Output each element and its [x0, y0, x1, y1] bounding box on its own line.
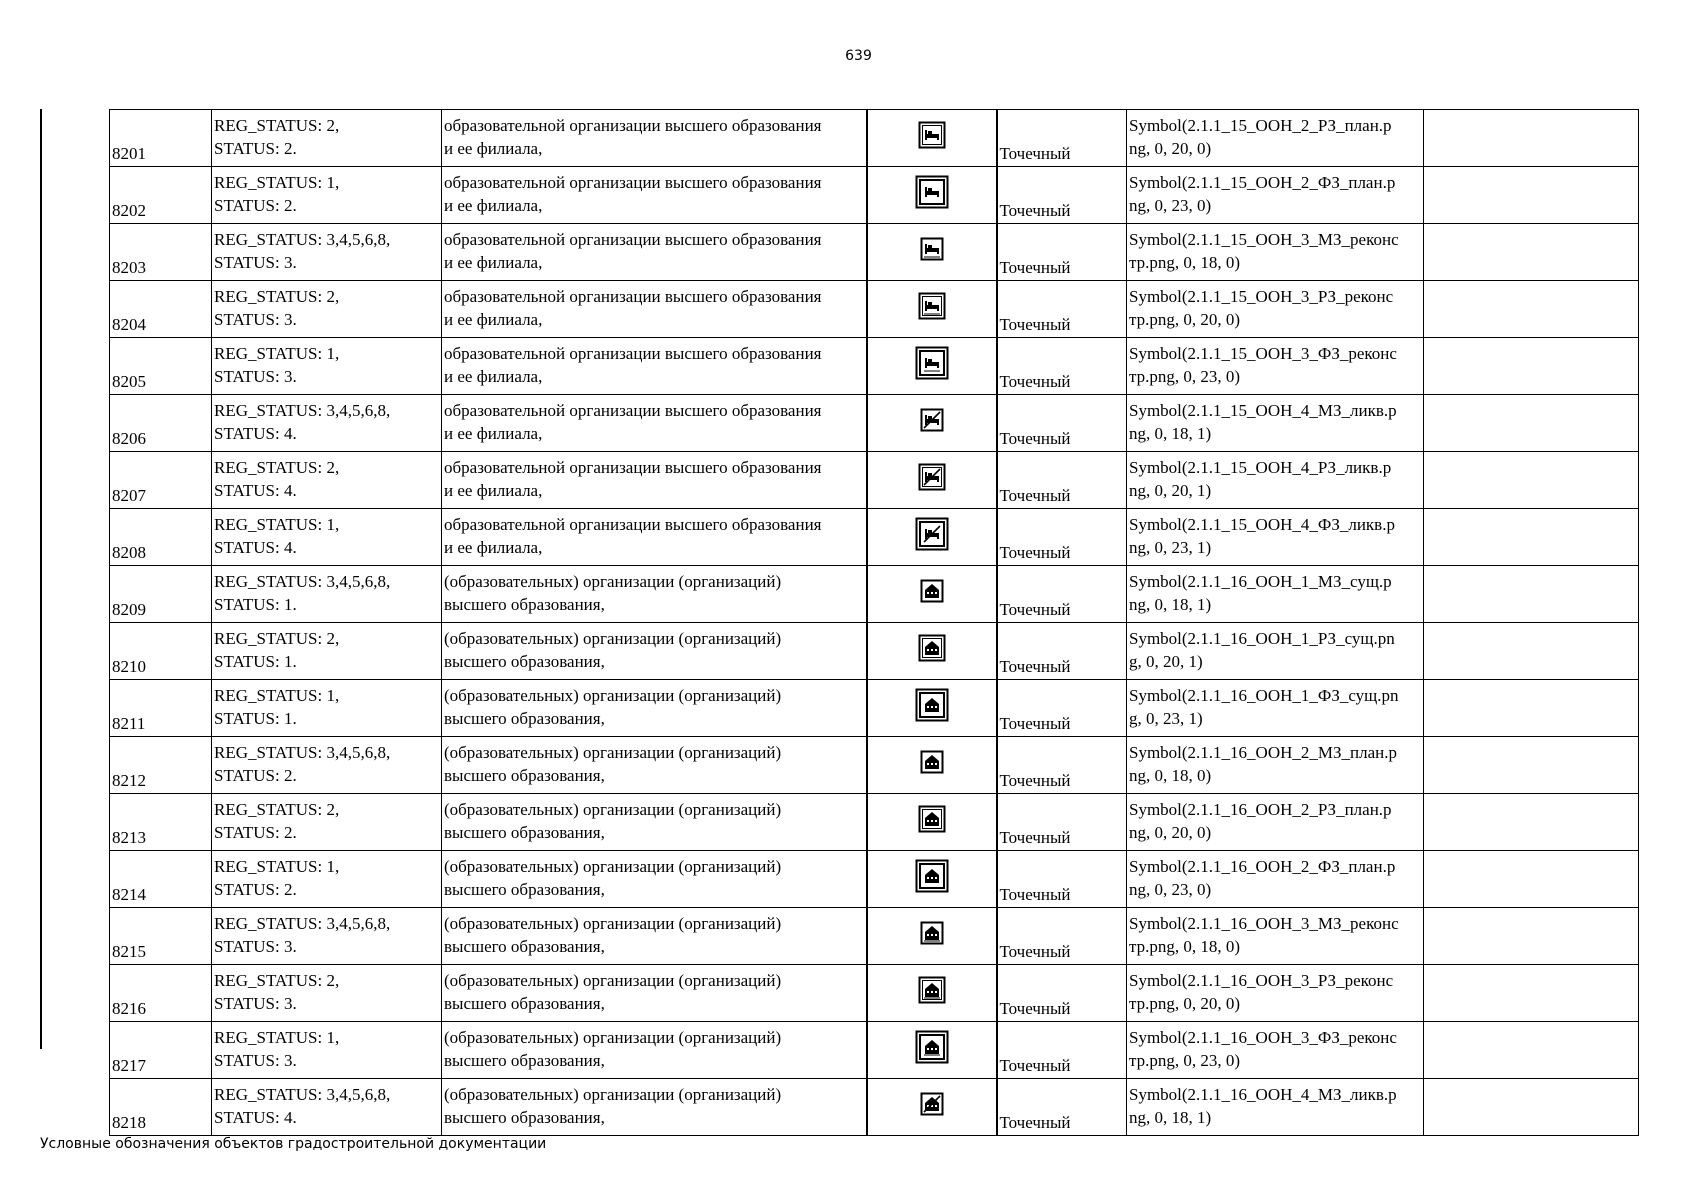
geometry-type-cell: Точечный: [997, 509, 1127, 566]
university-branch-liquidation-municipal-icon: [920, 408, 944, 432]
description-line: высшего образования,: [444, 652, 605, 671]
status-cell: [212, 338, 442, 395]
status-line: STATUS: 1.: [214, 652, 297, 671]
status-line: STATUS: 3.: [214, 367, 297, 386]
code-cell: 8201: [110, 110, 212, 167]
symbol-spec-line: Symbol(2.1.1_15_ООН_2_РЗ_план.p: [1129, 116, 1392, 135]
description-cell: [442, 566, 867, 623]
university-planned-municipal-icon: [920, 750, 944, 774]
symbol-spec-line: ng, 0, 20, 0): [1129, 823, 1212, 842]
symbol-spec-line: Symbol(2.1.1_15_ООН_2_ФЗ_план.p: [1129, 173, 1396, 192]
empty-cell: [1424, 623, 1639, 680]
description-line: образовательной организации высшего образования: [444, 515, 822, 534]
symbol-image-cell: [867, 1022, 997, 1079]
table-row: [110, 281, 1639, 338]
symbol-spec-line: ng, 0, 20, 0): [1129, 139, 1212, 158]
symbol-spec-line: тр.png, 0, 18, 0): [1129, 937, 1241, 956]
symbols-table: [109, 109, 1639, 1136]
university-reconstruction-federal-icon: [915, 1030, 949, 1064]
status-line: STATUS: 4.: [214, 481, 297, 500]
status-cell: [212, 167, 442, 224]
symbol-image-cell: [867, 680, 997, 737]
table-row: [110, 509, 1639, 566]
symbol-spec-cell: [1127, 566, 1424, 623]
geometry-type-cell: Точечный: [997, 167, 1127, 224]
code-cell: 8210: [110, 623, 212, 680]
symbol-spec-line: Symbol(2.1.1_16_ООН_1_МЗ_сущ.p: [1129, 572, 1392, 591]
symbol-spec-cell: [1127, 623, 1424, 680]
status-line: STATUS: 3.: [214, 310, 297, 329]
symbol-spec-line: g, 0, 23, 1): [1129, 709, 1203, 728]
description-cell: [442, 623, 867, 680]
status-line: REG_STATUS: 2,: [214, 458, 340, 477]
geometry-type-cell: Точечный: [997, 224, 1127, 281]
symbol-image-cell: [867, 509, 997, 566]
status-cell: [212, 851, 442, 908]
description-line: высшего образования,: [444, 1108, 605, 1127]
symbol-spec-cell: [1127, 452, 1424, 509]
symbol-image-cell: [867, 110, 997, 167]
description-cell: [442, 281, 867, 338]
description-cell: [442, 395, 867, 452]
status-line: REG_STATUS: 3,4,5,6,8,: [214, 401, 391, 420]
symbol-spec-cell: [1127, 794, 1424, 851]
description-line: и ее филиала,: [444, 424, 543, 443]
status-line: REG_STATUS: 3,4,5,6,8,: [214, 1085, 391, 1104]
code-cell: 8218: [110, 1079, 212, 1136]
table-row: [110, 1079, 1639, 1136]
table-row: [110, 908, 1639, 965]
description-cell: [442, 452, 867, 509]
symbol-spec-line: Symbol(2.1.1_15_ООН_4_ФЗ_ликв.p: [1129, 515, 1395, 534]
university-branch-liquidation-federal-icon: [915, 517, 949, 551]
description-cell: [442, 1022, 867, 1079]
symbol-spec-cell: [1127, 737, 1424, 794]
status-line: STATUS: 2.: [214, 880, 297, 899]
university-existing-municipal-icon: [920, 579, 944, 603]
description-line: (образовательных) организации (организаций): [444, 914, 782, 933]
description-line: и ее филиала,: [444, 253, 543, 272]
university-reconstruction-regional-icon: [918, 976, 946, 1004]
status-line: STATUS: 1.: [214, 709, 297, 728]
description-cell: [442, 338, 867, 395]
description-line: высшего образования,: [444, 595, 605, 614]
status-line: REG_STATUS: 2,: [214, 116, 340, 135]
symbols-table-body: [110, 110, 1639, 1136]
geometry-type-cell: Точечный: [997, 623, 1127, 680]
status-cell: [212, 509, 442, 566]
status-cell: [212, 1079, 442, 1136]
status-line: STATUS: 3.: [214, 253, 297, 272]
empty-cell: [1424, 965, 1639, 1022]
empty-cell: [1424, 680, 1639, 737]
code-cell: 8212: [110, 737, 212, 794]
table-row: [110, 224, 1639, 281]
status-line: STATUS: 1.: [214, 595, 297, 614]
code-cell: 8209: [110, 566, 212, 623]
university-existing-federal-icon: [915, 688, 949, 722]
symbol-spec-line: Symbol(2.1.1_16_ООН_4_МЗ_ликв.p: [1129, 1085, 1397, 1104]
symbol-image-cell: [867, 908, 997, 965]
symbol-image-cell: [867, 224, 997, 281]
status-line: REG_STATUS: 2,: [214, 800, 340, 819]
symbol-image-cell: [867, 1079, 997, 1136]
university-planned-regional-icon: [918, 805, 946, 833]
status-line: REG_STATUS: 1,: [214, 857, 340, 876]
table-row: [110, 110, 1639, 167]
status-line: STATUS: 4.: [214, 424, 297, 443]
symbol-spec-cell: [1127, 965, 1424, 1022]
symbol-spec-line: g, 0, 20, 1): [1129, 652, 1203, 671]
status-line: STATUS: 4.: [214, 538, 297, 557]
code-cell: 8211: [110, 680, 212, 737]
symbol-spec-cell: [1127, 338, 1424, 395]
symbol-image-cell: [867, 794, 997, 851]
description-cell: [442, 1079, 867, 1136]
description-line: (образовательных) организации (организаций): [444, 800, 782, 819]
status-line: STATUS: 3.: [214, 937, 297, 956]
empty-cell: [1424, 110, 1639, 167]
symbol-spec-line: ng, 0, 18, 1): [1129, 1108, 1212, 1127]
description-line: (образовательных) организации (организаций): [444, 743, 782, 762]
code-cell: 8204: [110, 281, 212, 338]
table-row: [110, 167, 1639, 224]
status-line: REG_STATUS: 2,: [214, 629, 340, 648]
symbol-spec-line: Symbol(2.1.1_16_ООН_1_ФЗ_сущ.pn: [1129, 686, 1399, 705]
description-line: (образовательных) организации (организаций): [444, 971, 782, 990]
university-branch-reconstruction-municipal-icon: [920, 237, 944, 261]
description-cell: [442, 680, 867, 737]
description-line: и ее филиала,: [444, 367, 543, 386]
symbol-spec-line: Symbol(2.1.1_15_ООН_4_МЗ_ликв.p: [1129, 401, 1397, 420]
symbol-spec-cell: [1127, 680, 1424, 737]
university-branch-liquidation-regional-icon: [918, 463, 946, 491]
description-line: высшего образования,: [444, 994, 605, 1013]
status-line: STATUS: 3.: [214, 1051, 297, 1070]
symbol-spec-cell: [1127, 908, 1424, 965]
symbol-spec-line: Symbol(2.1.1_16_ООН_2_ФЗ_план.p: [1129, 857, 1396, 876]
geometry-type-cell: Точечный: [997, 737, 1127, 794]
geometry-type-cell: Точечный: [997, 338, 1127, 395]
symbol-spec-cell: [1127, 1079, 1424, 1136]
university-branch-reconstruction-regional-icon: [918, 292, 946, 320]
code-cell: 8203: [110, 224, 212, 281]
geometry-type-cell: Точечный: [997, 566, 1127, 623]
code-cell: 8216: [110, 965, 212, 1022]
table-row: [110, 395, 1639, 452]
code-cell: 8208: [110, 509, 212, 566]
code-cell: 8217: [110, 1022, 212, 1079]
symbol-spec-line: ng, 0, 18, 1): [1129, 424, 1212, 443]
table-row: [110, 680, 1639, 737]
description-line: и ее филиала,: [444, 310, 543, 329]
university-planned-federal-icon: [915, 859, 949, 893]
geometry-type-cell: Точечный: [997, 794, 1127, 851]
status-cell: [212, 566, 442, 623]
status-line: REG_STATUS: 1,: [214, 1028, 340, 1047]
status-line: STATUS: 2.: [214, 196, 297, 215]
code-cell: 8202: [110, 167, 212, 224]
empty-cell: [1424, 509, 1639, 566]
empty-cell: [1424, 794, 1639, 851]
status-line: REG_STATUS: 1,: [214, 344, 340, 363]
description-line: образовательной организации высшего образования: [444, 230, 822, 249]
empty-cell: [1424, 395, 1639, 452]
geometry-type-cell: Точечный: [997, 395, 1127, 452]
status-cell: [212, 1022, 442, 1079]
geometry-type-cell: Точечный: [997, 851, 1127, 908]
symbol-image-cell: [867, 965, 997, 1022]
status-line: REG_STATUS: 1,: [214, 173, 340, 192]
table-row: [110, 965, 1639, 1022]
description-cell: [442, 167, 867, 224]
symbol-image-cell: [867, 281, 997, 338]
geometry-type-cell: Точечный: [997, 281, 1127, 338]
table-row: [110, 737, 1639, 794]
status-cell: [212, 281, 442, 338]
status-line: REG_STATUS: 1,: [214, 686, 340, 705]
status-cell: [212, 623, 442, 680]
status-cell: [212, 908, 442, 965]
empty-cell: [1424, 737, 1639, 794]
symbol-image-cell: [867, 452, 997, 509]
empty-cell: [1424, 566, 1639, 623]
symbol-spec-line: Symbol(2.1.1_16_ООН_3_МЗ_реконс: [1129, 914, 1399, 933]
description-line: высшего образования,: [444, 823, 605, 842]
status-line: REG_STATUS: 3,4,5,6,8,: [214, 914, 391, 933]
symbol-spec-cell: [1127, 167, 1424, 224]
description-line: (образовательных) организации (организаций): [444, 1085, 782, 1104]
symbol-spec-cell: [1127, 395, 1424, 452]
code-cell: 8213: [110, 794, 212, 851]
symbol-spec-line: ng, 0, 20, 1): [1129, 481, 1212, 500]
geometry-type-cell: Точечный: [997, 908, 1127, 965]
symbol-spec-line: ng, 0, 23, 1): [1129, 538, 1212, 557]
status-cell: [212, 452, 442, 509]
description-line: образовательной организации высшего образования: [444, 458, 822, 477]
symbol-spec-line: тр.png, 0, 20, 0): [1129, 994, 1241, 1013]
symbol-spec-line: Symbol(2.1.1_15_ООН_3_МЗ_реконс: [1129, 230, 1399, 249]
description-line: образовательной организации высшего образования: [444, 401, 822, 420]
empty-cell: [1424, 851, 1639, 908]
description-cell: [442, 737, 867, 794]
description-line: образовательной организации высшего образования: [444, 116, 822, 135]
geometry-type-cell: Точечный: [997, 965, 1127, 1022]
status-line: STATUS: 2.: [214, 823, 297, 842]
description-line: образовательной организации высшего образования: [444, 344, 822, 363]
symbol-spec-line: Symbol(2.1.1_16_ООН_2_РЗ_план.p: [1129, 800, 1392, 819]
symbol-spec-line: Symbol(2.1.1_15_ООН_4_РЗ_ликв.p: [1129, 458, 1392, 477]
symbol-spec-line: тр.png, 0, 23, 0): [1129, 1051, 1241, 1070]
table-row: [110, 1022, 1639, 1079]
symbol-spec-line: Symbol(2.1.1_16_ООН_2_МЗ_план.p: [1129, 743, 1397, 762]
left-margin-rule: [40, 109, 42, 1049]
symbol-spec-line: Symbol(2.1.1_16_ООН_3_ФЗ_реконс: [1129, 1028, 1397, 1047]
empty-cell: [1424, 1079, 1639, 1136]
empty-cell: [1424, 338, 1639, 395]
symbol-spec-line: тр.png, 0, 23, 0): [1129, 367, 1241, 386]
table-row: [110, 851, 1639, 908]
description-line: высшего образования,: [444, 766, 605, 785]
symbol-spec-line: Symbol(2.1.1_16_ООН_1_РЗ_сущ.pn: [1129, 629, 1395, 648]
symbol-image-cell: [867, 395, 997, 452]
symbol-spec-line: ng, 0, 18, 0): [1129, 766, 1212, 785]
status-cell: [212, 794, 442, 851]
description-line: (образовательных) организации (организаций): [444, 1028, 782, 1047]
university-branch-planned-federal-icon: [915, 175, 949, 209]
symbol-spec-line: тр.png, 0, 20, 0): [1129, 310, 1241, 329]
code-cell: 8214: [110, 851, 212, 908]
symbol-spec-cell: [1127, 1022, 1424, 1079]
empty-cell: [1424, 452, 1639, 509]
symbol-spec-line: ng, 0, 23, 0): [1129, 196, 1212, 215]
description-line: (образовательных) организации (организаций): [444, 572, 782, 591]
status-line: STATUS: 2.: [214, 139, 297, 158]
empty-cell: [1424, 908, 1639, 965]
symbol-image-cell: [867, 338, 997, 395]
description-line: высшего образования,: [444, 880, 605, 899]
status-line: REG_STATUS: 2,: [214, 971, 340, 990]
page-number: 639: [845, 48, 872, 64]
description-line: (образовательных) организации (организаций): [444, 686, 782, 705]
geometry-type-cell: Точечный: [997, 452, 1127, 509]
description-cell: [442, 908, 867, 965]
status-line: STATUS: 4.: [214, 1108, 297, 1127]
description-line: образовательной организации высшего образования: [444, 173, 822, 192]
status-cell: [212, 395, 442, 452]
description-line: и ее филиала,: [444, 481, 543, 500]
table-row: [110, 338, 1639, 395]
description-line: (образовательных) организации (организаций): [444, 857, 782, 876]
symbol-image-cell: [867, 566, 997, 623]
description-cell: [442, 509, 867, 566]
symbol-spec-cell: [1127, 509, 1424, 566]
code-cell: 8205: [110, 338, 212, 395]
symbol-spec-line: Symbol(2.1.1_15_ООН_3_РЗ_реконс: [1129, 287, 1394, 306]
description-line: (образовательных) организации (организаций): [444, 629, 782, 648]
table-row: [110, 623, 1639, 680]
description-cell: [442, 794, 867, 851]
symbol-spec-line: Symbol(2.1.1_15_ООН_3_ФЗ_реконс: [1129, 344, 1397, 363]
status-cell: [212, 965, 442, 1022]
status-line: REG_STATUS: 3,4,5,6,8,: [214, 743, 391, 762]
symbol-image-cell: [867, 623, 997, 680]
status-cell: [212, 737, 442, 794]
status-line: REG_STATUS: 3,4,5,6,8,: [214, 230, 391, 249]
page-footer: Условные обозначения объектов градостроительной документации: [40, 1136, 547, 1152]
description-line: высшего образования,: [444, 1051, 605, 1070]
description-cell: [442, 110, 867, 167]
description-line: высшего образования,: [444, 709, 605, 728]
empty-cell: [1424, 167, 1639, 224]
description-cell: [442, 851, 867, 908]
symbol-spec-line: Symbol(2.1.1_16_ООН_3_РЗ_реконс: [1129, 971, 1394, 990]
status-line: REG_STATUS: 2,: [214, 287, 340, 306]
university-existing-regional-icon: [918, 634, 946, 662]
empty-cell: [1424, 224, 1639, 281]
description-line: и ее филиала,: [444, 538, 543, 557]
symbol-spec-line: тр.png, 0, 18, 0): [1129, 253, 1241, 272]
status-cell: [212, 680, 442, 737]
status-cell: [212, 110, 442, 167]
code-cell: 8206: [110, 395, 212, 452]
table-row: [110, 452, 1639, 509]
geometry-type-cell: Точечный: [997, 680, 1127, 737]
status-line: STATUS: 3.: [214, 994, 297, 1013]
university-liquidation-municipal-icon: [920, 1092, 944, 1116]
symbol-spec-cell: [1127, 851, 1424, 908]
table-row: [110, 794, 1639, 851]
symbol-spec-line: ng, 0, 23, 0): [1129, 880, 1212, 899]
symbol-spec-cell: [1127, 224, 1424, 281]
table-row: [110, 566, 1639, 623]
geometry-type-cell: Точечный: [997, 1022, 1127, 1079]
status-cell: [212, 224, 442, 281]
empty-cell: [1424, 281, 1639, 338]
code-cell: 8215: [110, 908, 212, 965]
geometry-type-cell: Точечный: [997, 1079, 1127, 1136]
empty-cell: [1424, 1022, 1639, 1079]
description-cell: [442, 965, 867, 1022]
description-line: и ее филиала,: [444, 196, 543, 215]
symbol-image-cell: [867, 737, 997, 794]
description-cell: [442, 224, 867, 281]
description-line: высшего образования,: [444, 937, 605, 956]
symbol-spec-line: ng, 0, 18, 1): [1129, 595, 1212, 614]
symbol-spec-cell: [1127, 110, 1424, 167]
status-line: REG_STATUS: 3,4,5,6,8,: [214, 572, 391, 591]
symbol-image-cell: [867, 851, 997, 908]
university-branch-reconstruction-federal-icon: [915, 346, 949, 380]
code-cell: 8207: [110, 452, 212, 509]
symbol-spec-cell: [1127, 281, 1424, 338]
description-line: и ее филиала,: [444, 139, 543, 158]
description-line: образовательной организации высшего образования: [444, 287, 822, 306]
symbol-image-cell: [867, 167, 997, 224]
geometry-type-cell: Точечный: [997, 110, 1127, 167]
university-branch-planned-regional-icon: [918, 121, 946, 149]
status-line: STATUS: 2.: [214, 766, 297, 785]
university-reconstruction-municipal-icon: [920, 921, 944, 945]
status-line: REG_STATUS: 1,: [214, 515, 340, 534]
